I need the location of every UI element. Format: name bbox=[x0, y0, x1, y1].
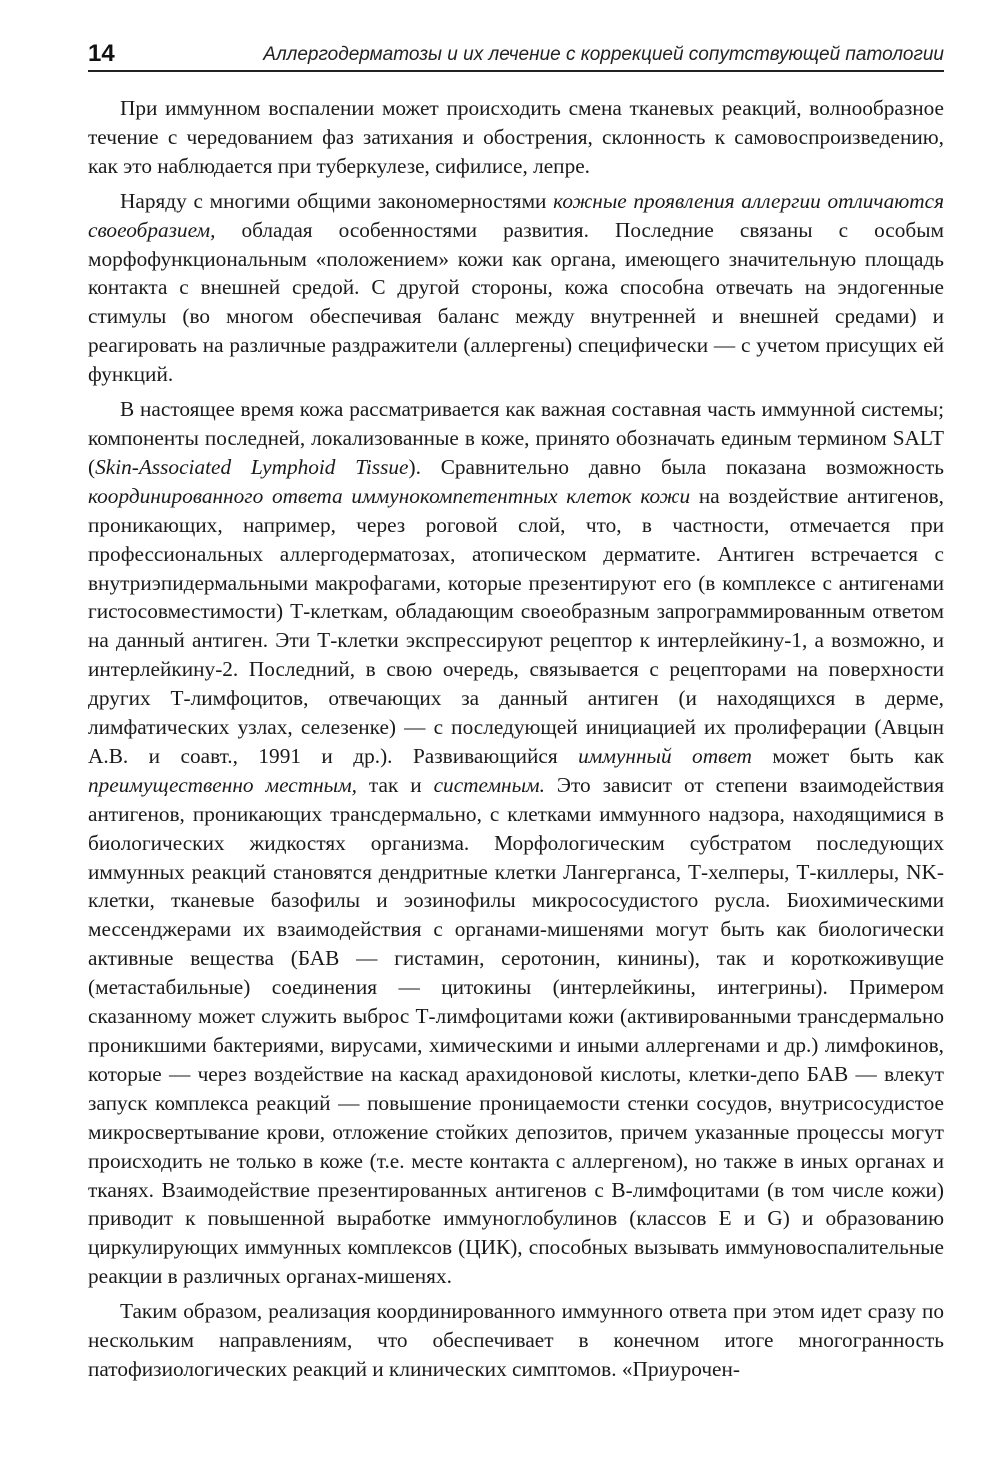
emphasis-run: системным. bbox=[433, 772, 545, 797]
emphasis-run: Skin-Associated Lymphoid Tissue bbox=[95, 454, 409, 479]
emphasis-run: преимущественно местным, bbox=[88, 772, 357, 797]
text-run: Это зависит от степени взаимодействия антигенов, проникающих трансдермально, с клетками иммунного надзора, находящимися в биологических жидкостях организма. Морфологическим субстратом последующих иммунных реакций становятся дендритные клетки Лангерганса, Т-хелперы, Т-киллеры, NK-клетки, тканевые базофилы и эозинофилы микрососудистого русла. Биохимическими мессенджерами их взаимодействия с органами-мишенями могут быть как биологически активные вещества (БАВ — гистамин, серотонин, кинины), так и короткоживущие (метастабильные) соединения — цитокины (интерлейкины, интегрины). Примером сказанному может служить выброс Т-лимфоцитами кожи (активированными трансдермально проникшими бактериями, вирусами, химическими и иными аллергенами и др.) лимфокинов, которые — через воздействие на каскад арахидоновой кислоты, клетки-депо БАВ — влекут запуск комплекса реакций — повышение проницаемости стенки сосудов, внутрисосудистое микросвертывание крови, отложение стойких депозитов, причем указанные процессы могут происходить не только в коже (т.е. месте контакта с аллергеном), но также в иных органах и тканях. Взаимодействие презентированных антигенов с В-лимфоцитами (в том числе кожи) приводит к повышенной выработке иммуноглобулинов (классов E и G) и образованию циркулирующих иммунных комплексов (ЦИК), способных вызывать иммуновоспалительные реакции в различных органах-мишенях. bbox=[88, 772, 944, 1289]
text-run: может быть как bbox=[751, 743, 944, 768]
text-run: Наряду с многими общими закономерностями bbox=[120, 188, 554, 213]
text-run: так и bbox=[356, 772, 434, 797]
text-run: Таким образом, реализация координированного иммунного ответа при этом идет сразу по нескольким направлениям, что обеспечивает в конечном итоге многогранность патофизиологических реакций и клинических симптомов. «Приурочен- bbox=[88, 1299, 944, 1381]
text-run: на воздействие антигенов, проникающих, например, через роговой слой, что, в частности, отмечается при профессиональных аллергодерматозах, атопическом дерматите. Антиген встречается с внутриэпидермальными макрофагами, которые презентируют его (в комплексе с антигенами гистосовместимости) Т-клеткам, обладающим своеобразным запрограммированным ответом на данный антиген. Эти Т-клетки экспрессируют рецептор к интерлейкину-1, а возможно, и интерлейкину-2. Последний, в свою очередь, связывается с рецепторами на поверхности других Т-лимфоцитов, отвечающих за данный антиген (и находящихся в дерме, лимфатических узлах, селезенке) — с последующей инициацией их пролиферации (Авцын А.В. и соавт., 1991 и др.). Развивающийся bbox=[88, 483, 944, 768]
emphasis-run: координированного ответа иммунокомпетентных клеток кожи bbox=[88, 483, 691, 508]
page-number: 14 bbox=[88, 40, 115, 67]
paragraph-2 bbox=[88, 187, 944, 389]
text-run: ). Сравнительно давно была показана возможность bbox=[408, 454, 944, 479]
body-text bbox=[88, 94, 944, 1384]
running-title: Аллергодерматозы и их лечение с коррекцией сопутствующей патологии bbox=[263, 44, 944, 65]
paragraph-1 bbox=[88, 94, 944, 181]
paragraph-4 bbox=[88, 1297, 944, 1384]
text-run: В настоящее время кожа рассматривается как важная составная часть иммунной системы; компоненты последней, локализованные в коже, принято обозначать единым термином SALT ( bbox=[88, 397, 944, 479]
text-run: обладая особенностями развития. Последние связаны с особым морфофункциональным «положением» кожи как органа, имеющего значительную площадь контакта с внешней средой. С другой стороны, кожа способна отвечать на эндогенные стимулы (во многом обеспечивая баланс между внутренней и внешней средами) и реагировать на различные раздражители (аллергены) специфически — с учетом присущих ей функций. bbox=[88, 217, 944, 387]
text-run: При иммунном воспалении может происходить смена тканевых реакций, волнообразное течение с чередованием фаз затихания и обострения, склонность к самовоспроизведению, как это наблюдается при туберкулезе, сифилисе, лепре. bbox=[88, 96, 944, 178]
page-header bbox=[88, 40, 944, 72]
paragraph-3 bbox=[88, 395, 944, 1291]
emphasis-run: кожные проявления аллергии отличаются своеобразием, bbox=[88, 188, 944, 242]
emphasis-run: иммунный ответ bbox=[578, 743, 752, 768]
